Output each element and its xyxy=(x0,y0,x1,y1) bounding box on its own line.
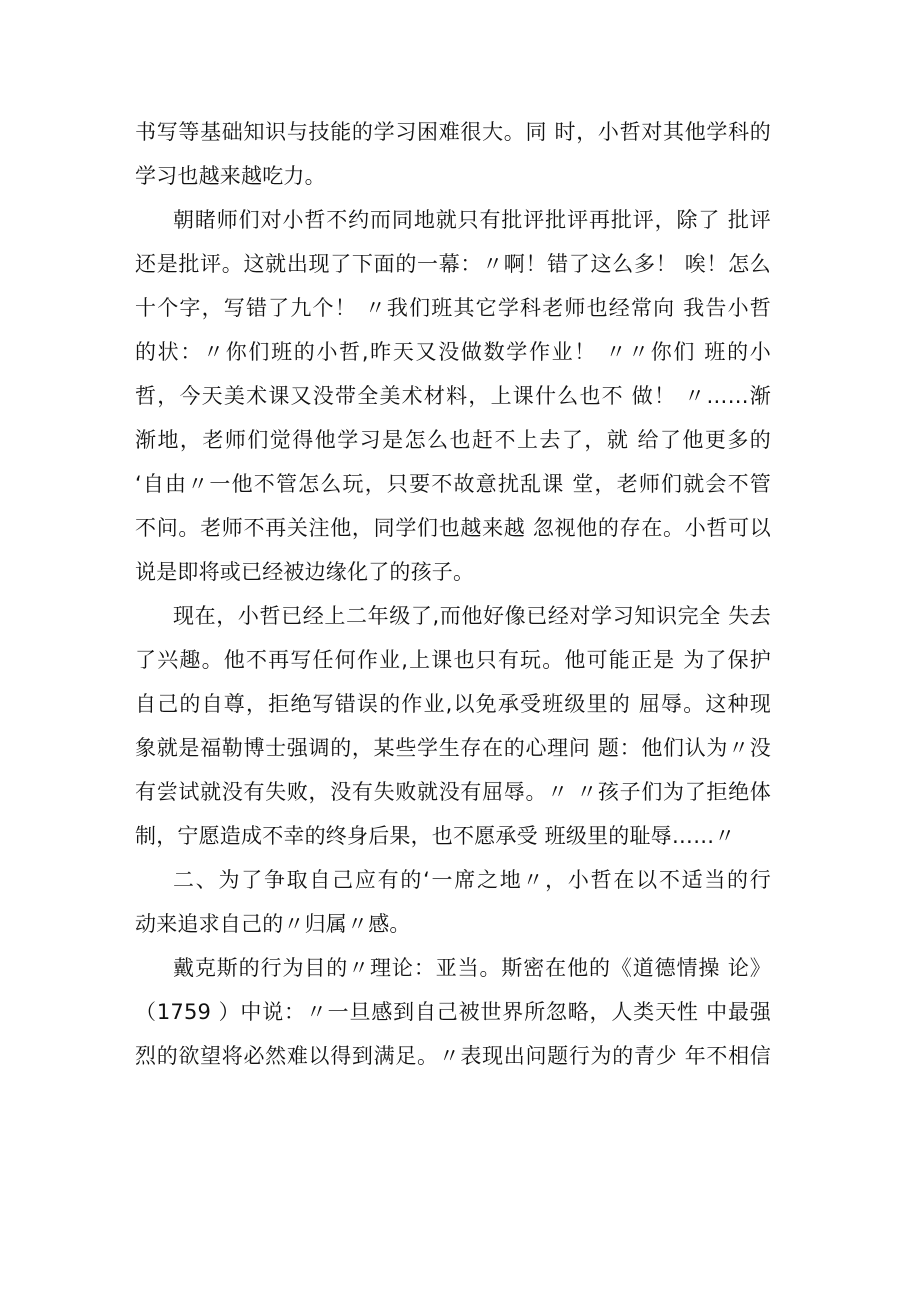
text-line: 朝睹师们对小哲不约而同地就只有批评批评再批评，除了 批评 xyxy=(173,208,771,232)
text-line: 十个字，写错了九个！ 〃我们班其它学科老师也经常向 我告小哲 xyxy=(135,296,771,320)
text-line: 了兴趣。他不再写任何作业,上课也只有玩。他可能正是 为了保护 xyxy=(135,648,771,672)
text-line: 的状：〃你们班的小哲,昨天又没做数学作业！ 〃〃你们 班的小 xyxy=(135,340,771,364)
text-line: 制，宁愿造成不幸的终身后果，也不愿承受 班级里的耻辱……〃 xyxy=(135,824,736,848)
text-line: （1759 ）中说：〃一旦感到自己被世界所忽略，人类天性 中最强 xyxy=(135,1000,771,1024)
text-line: 渐地，老师们觉得他学习是怎么也赶不上去了，就 给了他更多的 xyxy=(135,428,771,452)
text-line: ‘自由〃一他不管怎么玩，只要不故意扰乱课 堂，老师们就会不管 xyxy=(135,472,771,496)
text-line: 学习也越来越吃力。 xyxy=(135,164,326,188)
paragraph xyxy=(135,598,775,862)
text-line: 哲，今天美术课又没带全美术材料，上课什么也不 做！ 〃……渐 xyxy=(135,384,771,408)
text-line: 自己的自尊，拒绝写错误的作业,以免承受班级里的 屈辱。这种现 xyxy=(135,692,771,716)
paragraph xyxy=(135,114,775,202)
text-line: 有尝试就没有失败，没有失败就没有屈辱。〃 〃孩子们为了拒绝体 xyxy=(135,780,771,804)
paragraph xyxy=(135,950,775,1082)
text-line: 不问。老师不再关注他，同学们也越来越 忽视他的存在。小哲可以 xyxy=(135,516,771,540)
paragraph xyxy=(135,202,775,598)
text-line: 烈的欲望将必然难以得到满足。〃表现出问题行为的青少 年不相信 xyxy=(135,1044,771,1068)
document-page xyxy=(135,114,775,1082)
paragraph xyxy=(135,862,775,950)
text-line: 戴克斯的行为目的〃理论：亚当。斯密在他的《道德情操 论》 xyxy=(173,956,771,980)
text-line: 动来追求自己的〃归属〃感。 xyxy=(135,912,411,936)
text-line: 还是批评。这就出现了下面的一幕：〃啊！错了这么多！ 唉！怎么 xyxy=(135,252,771,276)
text-line: 二、为了争取自己应有的‘一席之地〃，小哲在以不适当的行 xyxy=(173,868,771,892)
text-line: 现在，小哲已经上二年级了,而他好像已经对学习知识完全 失去 xyxy=(173,604,771,628)
text-line: 书写等基础知识与技能的学习困难很大。同 时，小哲对其他学科的 xyxy=(135,120,771,144)
text-line: 象就是福勒博士强调的，某些学生存在的心理问 题：他们认为〃没 xyxy=(135,736,771,760)
text-line: 说是即将或已经被边缘化了的孩子。 xyxy=(135,560,475,584)
